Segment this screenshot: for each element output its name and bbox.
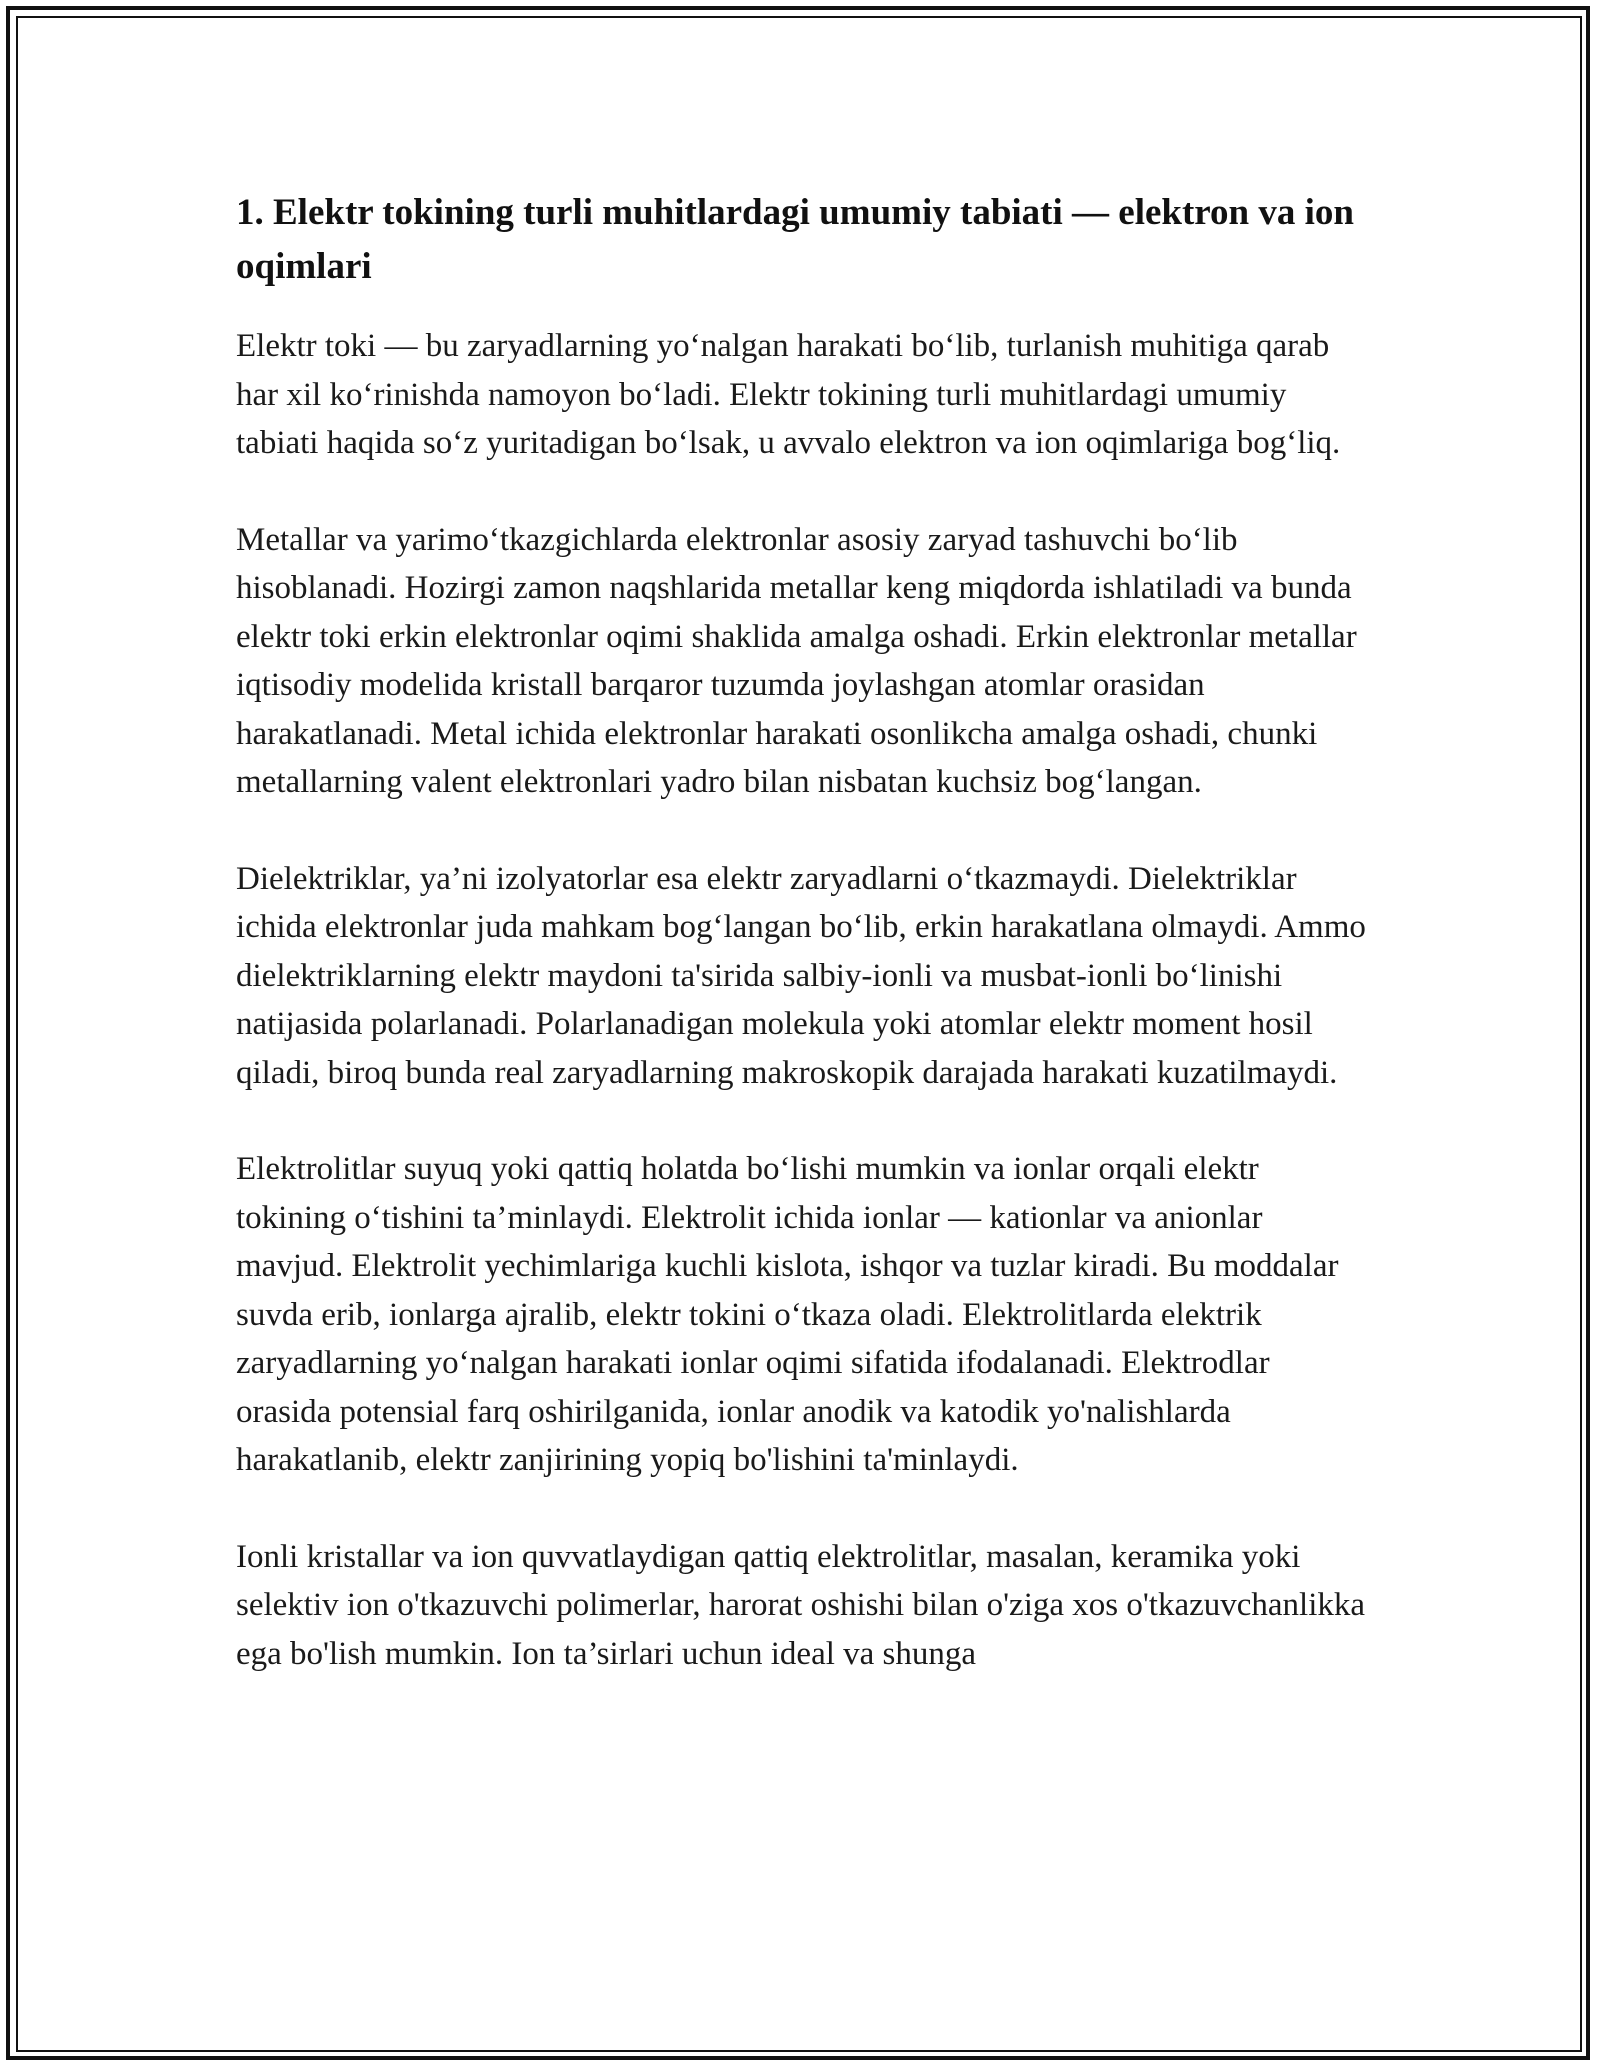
section-heading: 1. Elektr tokining turli muhitlardagi umumiy tabiati — elektron va ion oqimlari [236, 192, 1354, 287]
paragraph-metals: Metallar va yarimo‘tkazgichlarda elektronlar asosiy zaryad tashuvchi bo‘lib hisoblanadi. Hozirgi zamon naqshlarida metallar keng miqdorda ishlatiladi va bunda elektr toki erkin elektronlar oqimi shaklida amalga oshadi. Erkin elektronlar metallar iqtisodiy modelida kristall barqaror tuzumda joylashgan atomlar orasidan harakatlanadi. Metal ichida elektronlar harakati osonlikcha amalga oshadi, chunki metallarning valent elektronlari yadro bilan nisbatan kuchsiz bog‘langan. [236, 521, 1357, 800]
document-body [236, 186, 1366, 1726]
paragraph-electrolytes: Elektrolitlar suyuq yoki qattiq holatda bo‘lishi mumkin va ionlar orqali elektr tokining o‘tishini ta’minlaydi. Elektrolit ichida ionlar — kationlar va anionlar mavjud. Elektrolit yechimlariga kuchli kislota, ishqor va tuzlar kiradi. Bu moddalar suvda erib, ionlarga ajralib, elektr tokini o‘tkaza oladi. Elektrolitlarda elektrik zaryadlarning yo‘nalgan harakati ionlar oqimi sifatida ifodalanadi. Elektrodlar orasida potensial farq oshirilganida, ionlar anodik va katodik yo'nalishlarda harakatlanib, elektr zanjirining yopiq bo'lishini ta'minlaydi. [236, 1151, 1339, 1478]
paragraph-dielectrics: Dielektriklar, ya’ni izolyatorlar esa elektr zaryadlarni o‘tkazmaydi. Dielektriklar ichida elektronlar juda mahkam bog‘langan bo‘lib, erkin harakatlana olmaydi. Ammo dielektriklarning elektr maydoni ta'sirida salbiy-ionli va musbat-ionli bo‘linishi natijasida polarlanadi. Polarlanadigan molekula yoki atomlar elektr moment hosil qiladi, biroq bunda real zaryadlarning makroskopik darajada harakati kuzatilmaydi. [236, 860, 1366, 1091]
paragraph-ionic-crystals: Ionli kristallar va ion quvvatlaydigan qattiq elektrolitlar, masalan, keramika yoki selektiv ion o'tkazuvchi polimerlar, harorat oshishi bilan o'ziga xos o'tkazuvchanlikka ega bo'lish mumkin. Ion ta’sirlari uchun ideal va shunga [236, 1538, 1366, 1672]
paragraph-intro: Elektr toki — bu zaryadlarning yo‘nalgan harakati bo‘lib, turlanish muhitiga qarab har xil ko‘rinishda namoyon bo‘ladi. Elektr tokining turli muhitlardagi umumiy tabiati haqida so‘z yuritadigan bo‘lsak, u avvalo elektron va ion oqimlariga bog‘liq. [236, 328, 1341, 461]
